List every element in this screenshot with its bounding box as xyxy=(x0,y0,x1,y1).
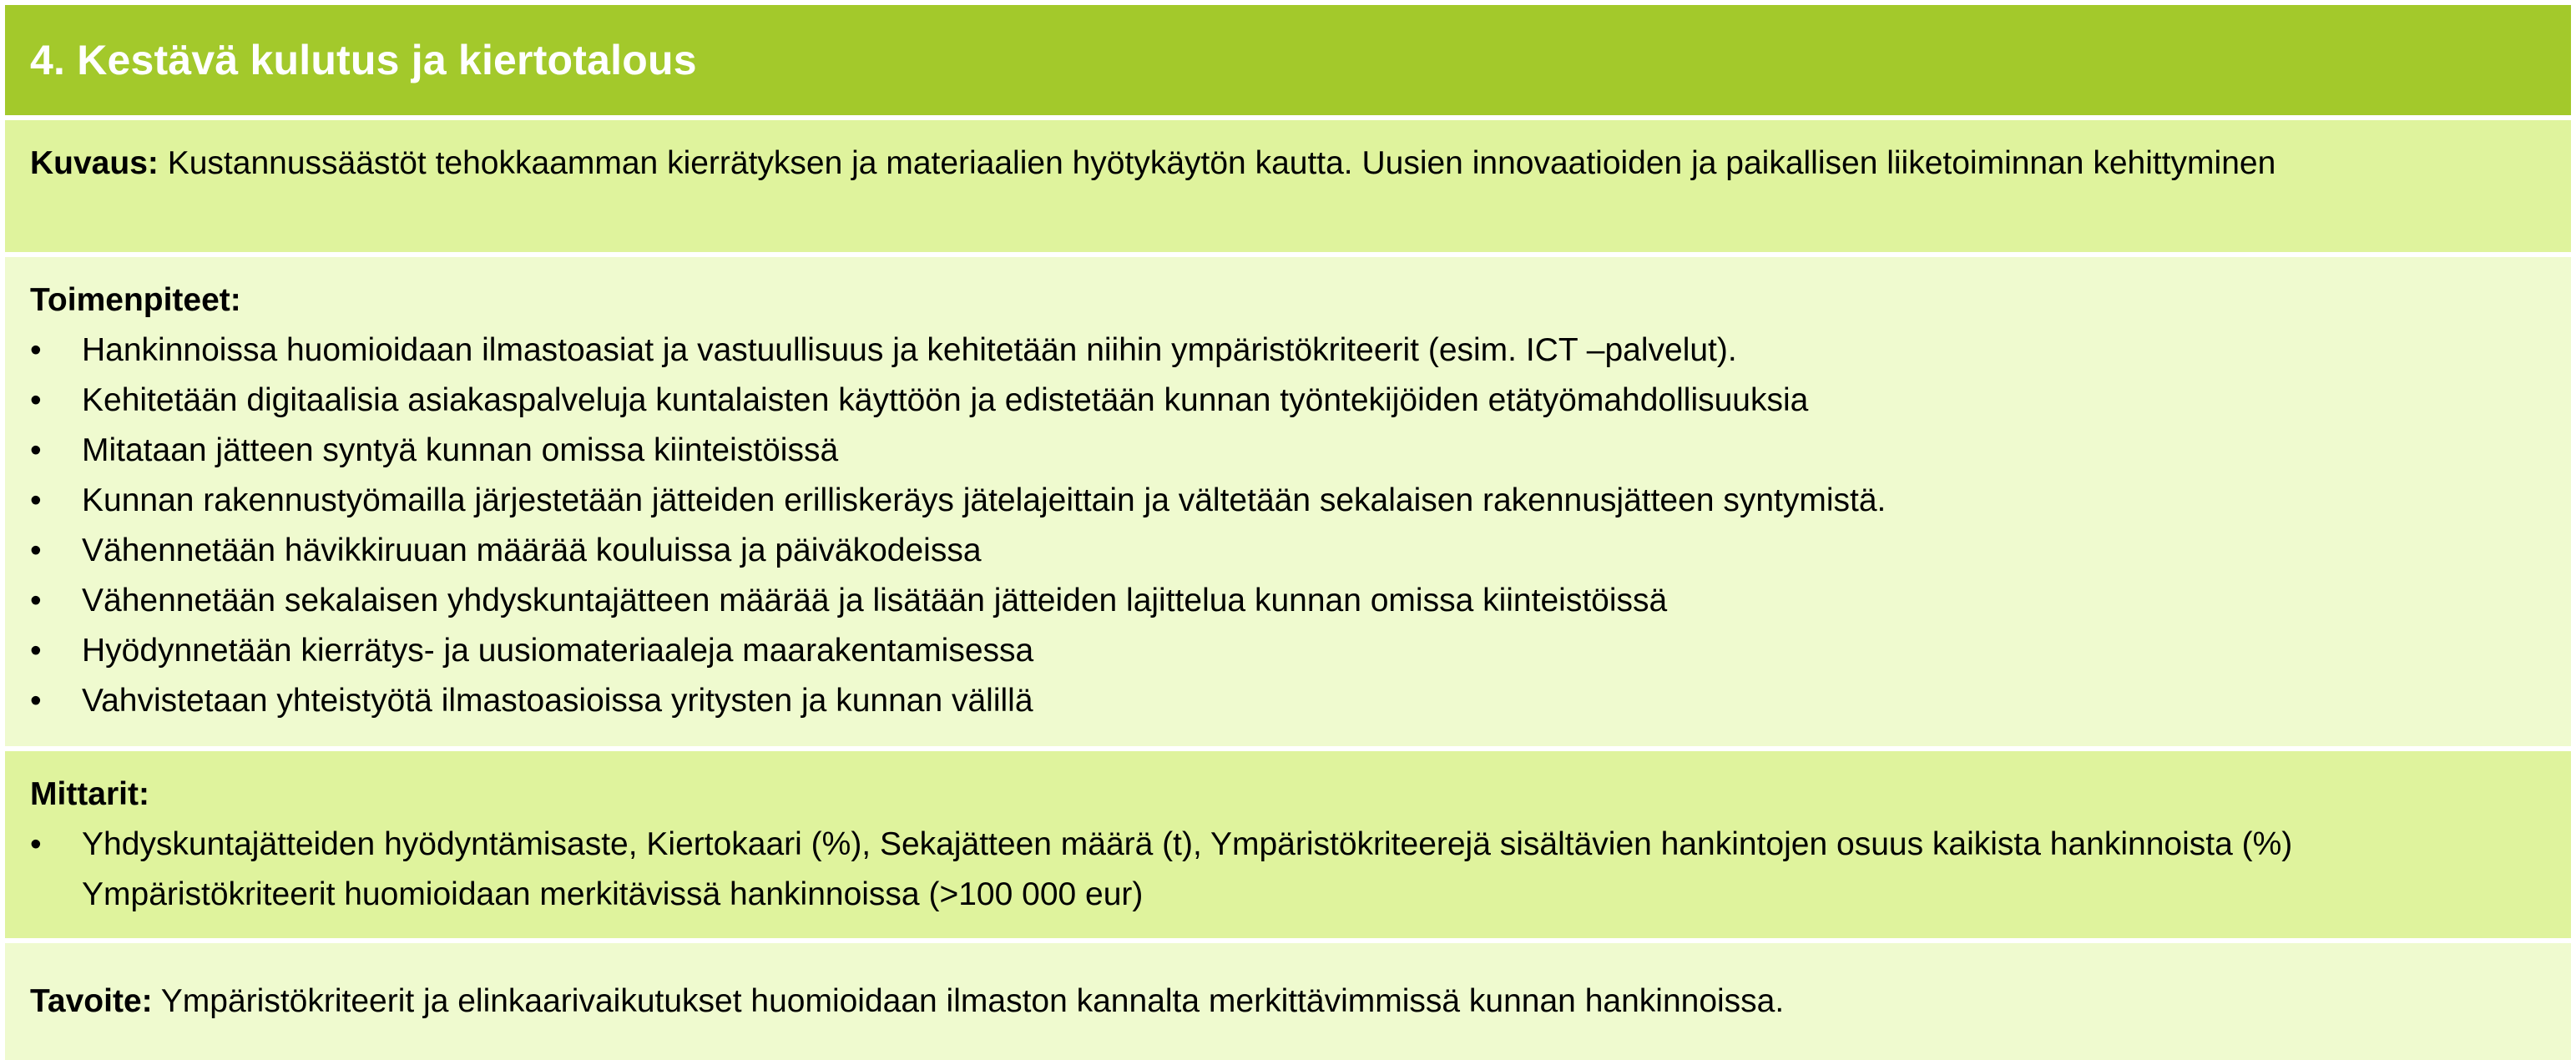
measure-table xyxy=(5,5,2571,1060)
indicators-label: Mittarit: xyxy=(30,776,149,812)
list-item xyxy=(30,820,2546,920)
list-item xyxy=(30,426,2546,476)
list-item xyxy=(30,326,2546,376)
bullet-icon: • xyxy=(30,482,42,518)
goal-text: Ympäristökriteerit ja elinkaarivaikutukset huomioidaan ilmaston kannalta merkittävimmissä kunnan hankinnoissa. xyxy=(160,983,1785,1019)
indicators-row xyxy=(5,746,2571,938)
bullet-icon: • xyxy=(30,683,42,719)
bullet-icon: • xyxy=(30,533,42,568)
indicators-list xyxy=(30,820,2546,920)
list-item-text: Mitataan jätteen syntyä kunnan omissa kiinteistöissä xyxy=(82,432,839,468)
goal-label: Tavoite: xyxy=(30,983,153,1019)
actions-row xyxy=(5,252,2571,746)
description-text: Kustannussäästöt tehokkaamman kierrätyksen ja materiaalien hyötykäytön kautta. Uusien innovaatioiden ja paikallisen liiketoiminnan kehittyminen xyxy=(167,145,2276,181)
bullet-icon: • xyxy=(30,432,42,468)
list-item xyxy=(30,676,2546,726)
list-item-text: Kehitetään digitaalisia asiakaspalveluja kuntalaisten käyttöön ja edistetään kunnan työntekijöiden etätyömahdollisuuksia xyxy=(82,382,1809,418)
bullet-icon: • xyxy=(30,583,42,618)
bullet-icon: • xyxy=(30,826,42,862)
goal-row xyxy=(5,938,2571,1060)
list-item-text: Vähennetään hävikkiruuan määrää kouluissa ja päiväkodeissa xyxy=(82,533,982,568)
list-item-text: Hankinnoissa huomioidaan ilmastoasiat ja vastuullisuus ja kehitetään niihin ympäristökriteerit (esim. ICT –palvelut). xyxy=(82,332,1737,368)
section-title: 4. Kestävä kulutus ja kiertotalous xyxy=(30,37,697,83)
list-item xyxy=(30,376,2546,426)
bullet-icon: • xyxy=(30,332,42,368)
list-item xyxy=(30,626,2546,676)
list-item xyxy=(30,576,2546,626)
actions-list xyxy=(30,326,2546,726)
list-item-text: Kunnan rakennustyömailla järjestetään jätteiden erilliskeräys jätelajeittain ja vältetään sekalaisen rakennusjätteen syntymistä. xyxy=(82,482,1887,518)
list-item-text: Vahvistetaan yhteistyötä ilmastoasioissa yritysten ja kunnan välillä xyxy=(82,683,1033,719)
list-item xyxy=(30,476,2546,526)
bullet-icon: • xyxy=(30,382,42,418)
list-item-text: Vähennetään sekalaisen yhdyskuntajätteen määrää ja lisätään jätteiden lajittelua kunnan omissa kiinteistöissä xyxy=(82,583,1668,618)
description-label: Kuvaus: xyxy=(30,145,159,181)
actions-label: Toimenpiteet: xyxy=(30,282,241,318)
section-header xyxy=(5,5,2571,115)
list-item xyxy=(30,526,2546,576)
list-item-text: Yhdyskuntajätteiden hyödyntämisaste, Kiertokaari (%), Sekajätteen määrä (t), Ympäristökriteerejä sisältävien hankintojen osuus kaikista hankinnoista (%) Ympäristökriteerit huomioidaan merkitävissä hankinnoissa (>100 000 eur) xyxy=(82,826,2293,912)
description-row xyxy=(5,115,2571,252)
list-item-text: Hyödynnetään kierrätys- ja uusiomateriaaleja maarakentamisessa xyxy=(82,633,1034,669)
bullet-icon: • xyxy=(30,633,42,669)
